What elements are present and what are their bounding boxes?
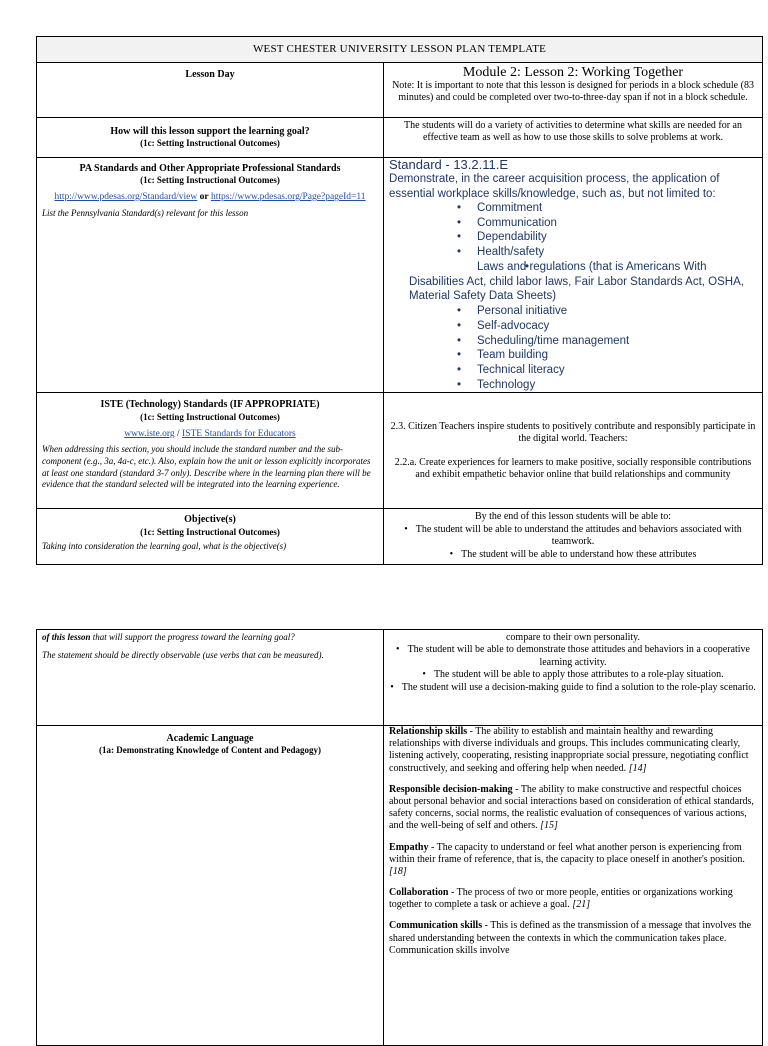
list-item: • Dependability: [457, 230, 757, 245]
iste-org-link[interactable]: www.iste.org: [124, 428, 175, 439]
term-definition: - The process of two or more people, entities or organizations working together to complete a task or achieve a goal.: [389, 887, 733, 911]
objectives-content-continued: [384, 630, 763, 726]
or-text: or: [199, 192, 209, 203]
list-item: • The student will be able to apply those attributes to a role-play situation.: [389, 669, 757, 682]
term-name: Collaboration: [389, 887, 449, 899]
objectives-list-continued: [389, 644, 757, 694]
lesson-note: Note: It is important to note that this lesson is designed for periods in a block schedule (83 minutes) and could be completed over two-to-three-day span if not in a block schedule.: [392, 80, 754, 104]
pa-standards-label: PA Standards and Other Appropriate Professional Standards: [79, 163, 341, 174]
learning-goal-answer: The students will do a variety of activities to determine what skills are needed for an effective team as well as how to use those skills to solve problems at work.: [384, 118, 763, 158]
term-definition: - The ability to establish and maintain healthy and rewarding relationships with diverse individuals and groups. This includes communicating clearly, listening actively, cooperating, resisting inappropriate social pressure, negotiating conflict constructively, and seeking and offering help when needed.: [389, 726, 749, 774]
iste-label-cell: [37, 393, 384, 509]
objectives-measurable-note: The statement should be directly observable (use verbs that can be measured).: [42, 649, 324, 660]
iste-instruction: When addressing this section, you should include the standard number and the sub-component (e.g., 3a, 4a-c, etc.). Also, explain how the unit or lesson explicitly incorporates at least one standard (standard 3-7 only). Describe where in the learning plan there will be evidence that the standard selected will be integrated into the learning experience.: [42, 444, 371, 490]
bold-phrase: of this lesson: [42, 632, 91, 642]
objectives-continued-text: compare to their own personality.: [505, 632, 641, 643]
objectives-label: Objective(s): [184, 514, 236, 526]
standard-title: Standard - 13.2.11.E: [389, 157, 509, 172]
page-2: [36, 629, 763, 1046]
iste-links: [42, 429, 378, 441]
pa-standards-content: [384, 158, 763, 393]
term-definition: - The ability to make constructive and respectful choices about personal behavior and social interactions based on consideration of ethical standards, safety concerns, social norms, the realistic evaluation of consequences of various actions, and the well-being of self and others.: [389, 783, 754, 832]
term-name: Empathy: [389, 841, 429, 853]
lesson-day-content: [384, 63, 763, 118]
list-item: • Personal initiative: [457, 304, 757, 319]
academic-language-content: [384, 726, 763, 1046]
objectives-label-cell: [37, 509, 384, 565]
list-item: • Team building: [457, 348, 757, 363]
list-item: • Communication: [457, 216, 757, 231]
lesson-plan-table-page-1: [36, 36, 763, 565]
objectives-content: [384, 509, 763, 565]
list-item: • The student will be able to demonstrate those attitudes and behaviors in a cooperative learning activity.: [389, 644, 757, 669]
term-responsible-decision-making: [389, 784, 757, 833]
term-communication-skills: [389, 920, 757, 957]
standard-skills-list: [389, 201, 757, 392]
term-name: Relationship skills: [389, 726, 468, 737]
objectives-sub: (1c: Setting Instructional Outcomes): [140, 526, 280, 537]
pa-standards-sub: (1c: Setting Instructional Outcomes): [140, 175, 280, 186]
academic-language-label-cell: [37, 726, 384, 1046]
term-definition: - This is defined as the transmission of a message that involves the shared understanding between the contexts in which the communication takes place. Communication skills involve: [389, 920, 752, 956]
iste-educators-link[interactable]: ISTE Standards for Educators: [182, 428, 296, 439]
term-name: Responsible decision-making: [389, 783, 513, 795]
list-item: • Technical literacy: [457, 363, 757, 378]
learning-goal-sub: (1c: Setting Instructional Outcomes): [140, 138, 280, 149]
term-relationship-skills: [389, 726, 757, 775]
list-item: • Technology: [457, 378, 757, 393]
term-collaboration: [389, 887, 757, 911]
academic-language-sub: (1a: Demonstrating Knowledge of Content and Pedagogy): [99, 745, 322, 756]
list-item: • Laws and regulations (that is Americans With Disabilities Act, child labor laws, Fair Labor Standards Act, OSHA, Material Safety Data Sheets): [389, 260, 757, 304]
objectives-instruction-continued: [42, 632, 378, 644]
objectives-intro: By the end of this lesson students will be able to:: [474, 511, 672, 523]
list-item: • Commitment: [457, 201, 757, 216]
lesson-day-label-cell: [37, 63, 384, 118]
pa-standards-links: [42, 192, 378, 204]
term-reference: [18]: [389, 865, 407, 877]
pdesas-page-link[interactable]: https://www.pdesas.org/Page?pageId=11: [210, 192, 366, 203]
pa-standards-label-cell: [37, 158, 384, 393]
term-empathy: [389, 842, 757, 879]
iste-sub: (1c: Setting Instructional Outcomes): [140, 411, 280, 422]
lesson-plan-table-page-2: [36, 629, 763, 1046]
objectives-list: [389, 524, 757, 562]
objectives-instruction: Taking into consideration the learning goal, what is the objective(s): [42, 540, 287, 551]
list-item: • The student will use a decision-making guide to find a solution to the role-play scenario.: [389, 682, 757, 695]
list-item: • The student will be able to understand the attitudes and behaviors associated with teamwork.: [389, 524, 757, 549]
academic-language-label: Academic Language: [166, 733, 254, 744]
template-title: WEST CHESTER UNIVERSITY LESSON PLAN TEMPLATE: [37, 37, 763, 63]
objectives-label-cell-continued: [37, 630, 384, 726]
page-1: [36, 36, 763, 565]
list-item: • Scheduling/time management: [457, 334, 757, 349]
iste-standard-2-2a: 2.2.a. Create experiences for learners to make positive, socially responsible contributions and exhibit empathetic behavior online that build relationships and community: [394, 456, 752, 481]
term-reference: [15]: [540, 820, 558, 832]
pa-standards-instruction: List the Pennsylvania Standard(s) relevant for this lesson: [42, 207, 249, 218]
list-item: • The student will be able to understand how these attributes: [389, 549, 757, 562]
iste-standard-2-3: 2.3. Citizen Teachers inspire students to positively contribute and responsibly participate in the digital world. Teachers:: [390, 420, 756, 444]
link-separator: /: [177, 428, 180, 439]
iste-content: [384, 393, 763, 509]
learning-goal-label-cell: [37, 118, 384, 158]
list-item: • Self-advocacy: [457, 319, 757, 334]
list-item: • Health/safety: [457, 245, 757, 260]
lesson-day-label: Lesson Day: [185, 69, 235, 80]
pdesas-standard-link[interactable]: http://www.pdesas.org/Standard/view: [54, 192, 198, 203]
instruction-rest: that will support the progress toward the learning goal?: [90, 632, 295, 642]
term-name: Communication skills: [389, 920, 483, 932]
standard-description: Demonstrate, in the career acquisition process, the application of essential workplace skills/knowledge, such as, but not limited to:: [389, 173, 720, 200]
learning-goal-label: How will this lesson support the learning goal?: [110, 126, 310, 137]
term-definition: - The capacity to understand or feel what another person is experiencing from within their frame of reference, that is, the capacity to place oneself in another's position.: [389, 841, 745, 865]
term-reference: [14]: [628, 762, 647, 774]
iste-label: ISTE (Technology) Standards (IF APPROPRIATE): [100, 399, 320, 411]
module-title: Module 2: Lesson 2: Working Together: [462, 65, 684, 80]
term-reference: [21]: [572, 899, 591, 911]
